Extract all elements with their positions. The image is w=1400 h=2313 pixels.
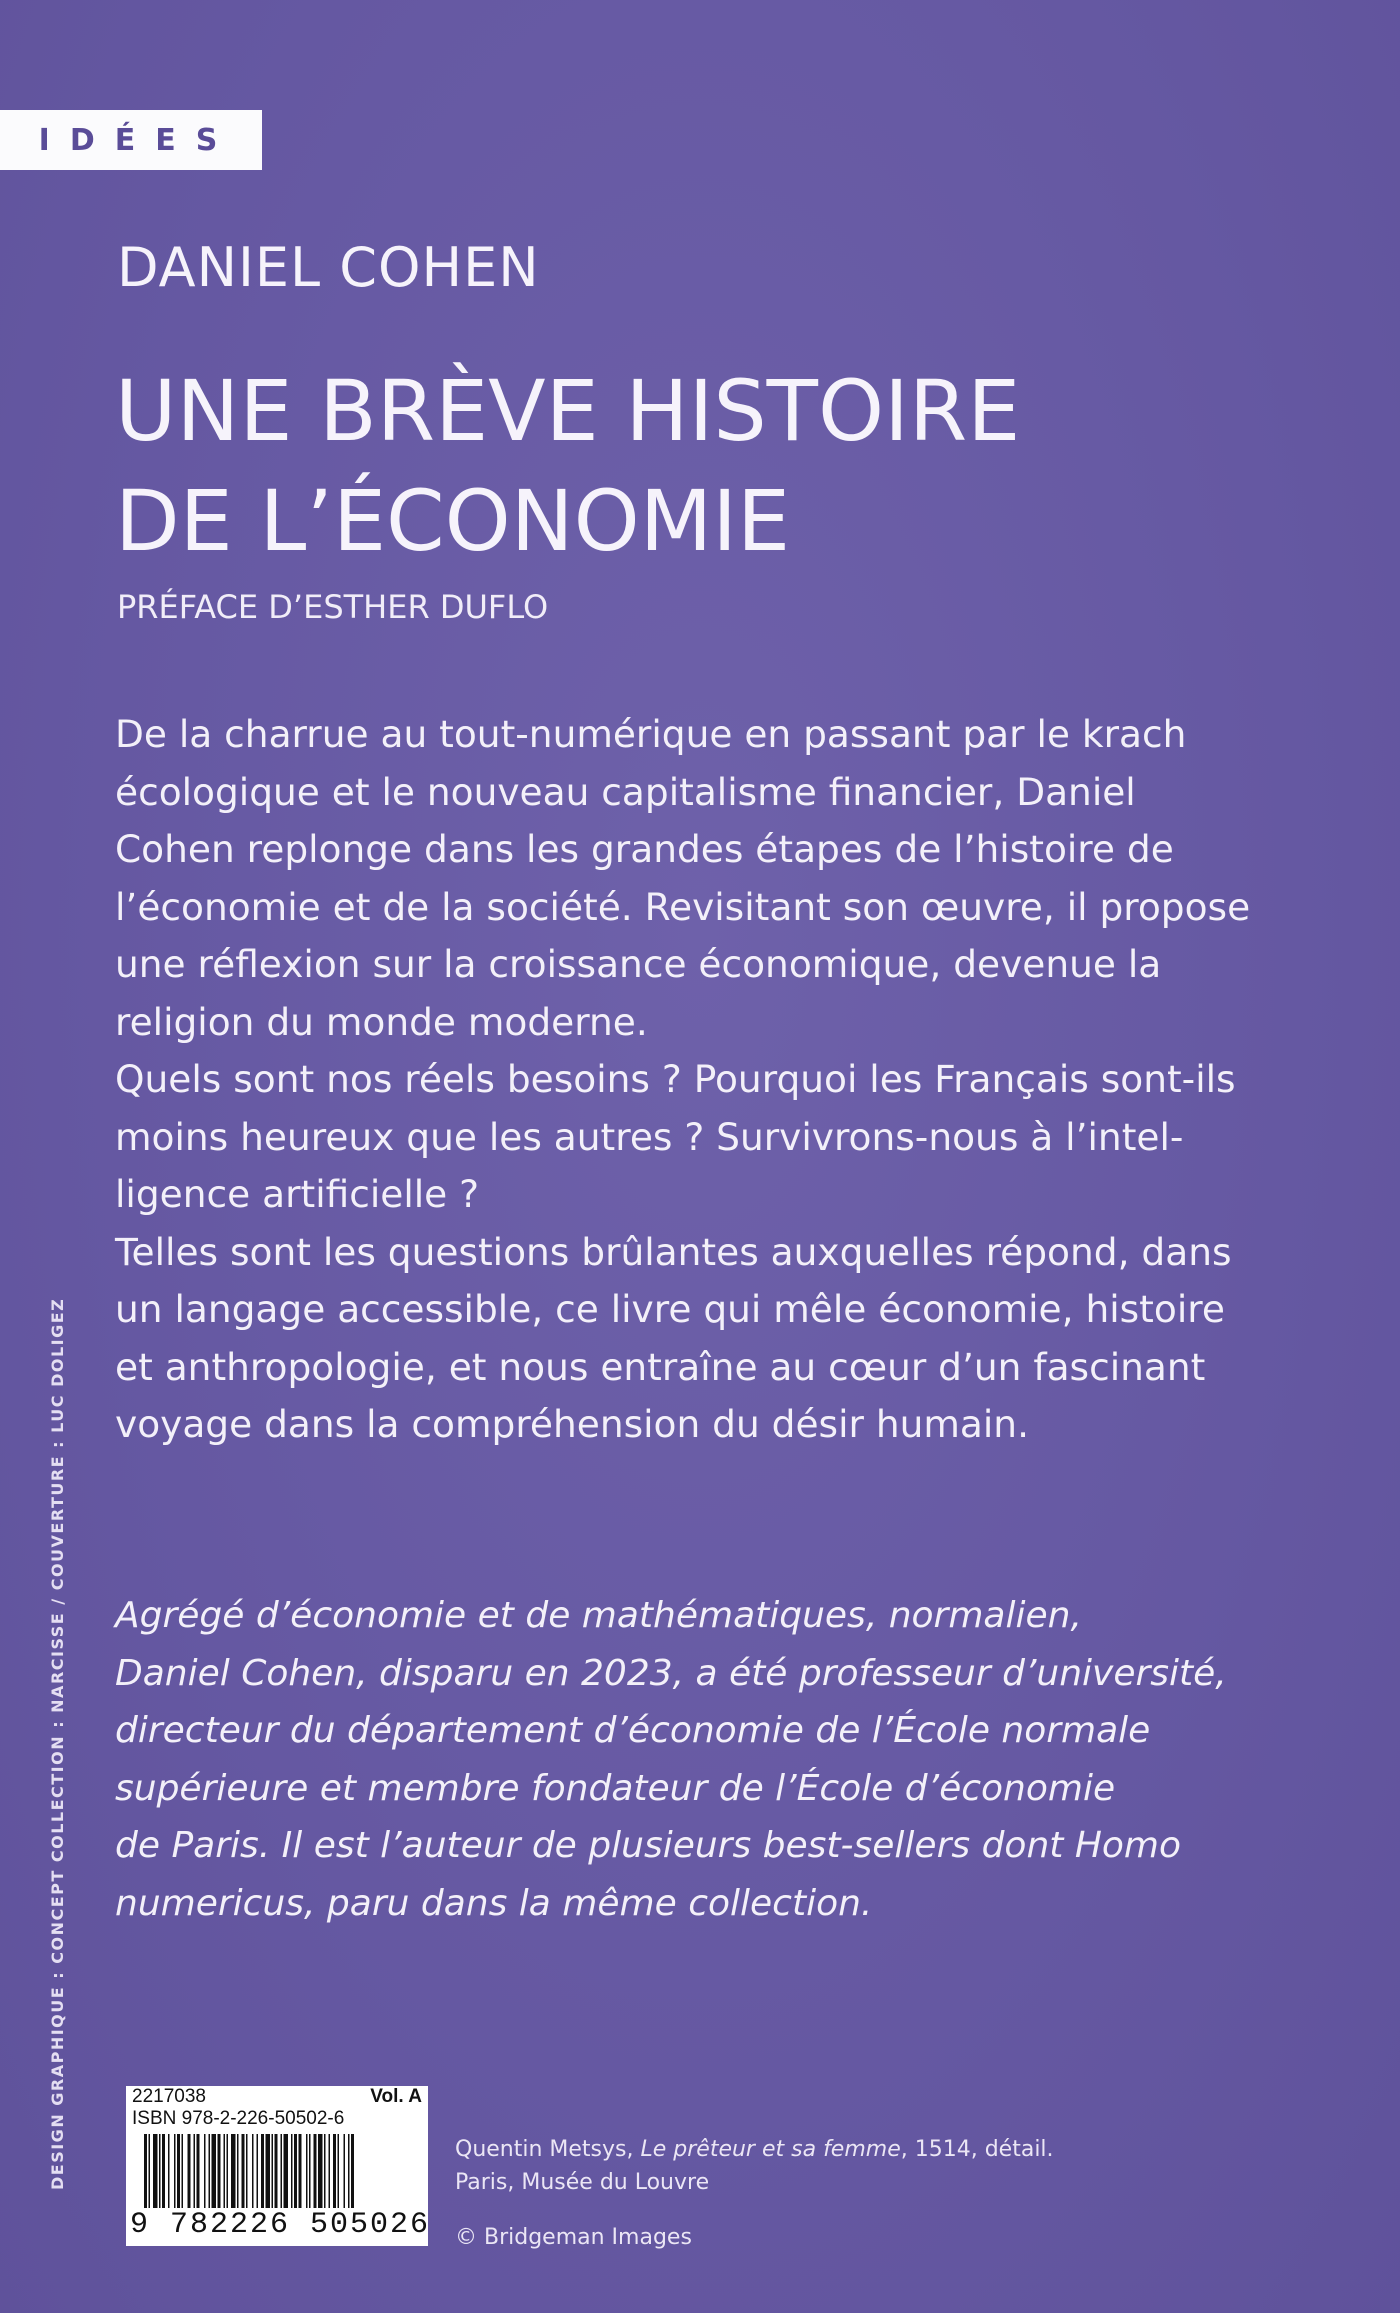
- blurb-line: ligence artificielle ?: [115, 1172, 480, 1216]
- book-blurb: [115, 706, 1295, 1454]
- credit-detail: , 1514, détail.: [900, 2137, 1054, 2162]
- blurb-line: et anthropologie, et nous entraîne au cœur d’un fascinant: [115, 1344, 1206, 1389]
- barcode-digits: 9 782226 505026: [130, 2208, 431, 2242]
- title-line: DE L’ÉCONOMIE: [115, 472, 791, 570]
- bio-line: Daniel Cohen, disparu en 2023, a été professeur d’université,: [115, 1652, 1227, 1694]
- blurb-line: une réflexion sur la croissance économique, devenue la: [115, 942, 1162, 986]
- bio-line: directeur du département d’économie de l’École normale: [115, 1710, 1151, 1751]
- credit-work-title: Le prêteur et sa femme: [640, 2137, 901, 2162]
- volume-label: Vol. A: [370, 2086, 422, 2107]
- isbn-number: ISBN 978-2-226-50502-6: [132, 2108, 345, 2129]
- blurb-line: écologique et le nouveau capitalisme financier, Daniel: [115, 769, 1136, 814]
- title-line: UNE BRÈVE HISTOIRE: [115, 362, 1021, 460]
- product-code: 2217038: [132, 2086, 206, 2107]
- design-credit: DESIGN GRAPHIQUE : CONCEPT COLLECTION : NARCISSE / COUVERTURE : LUC DOLIGEZ: [48, 1297, 67, 2190]
- credit-location: Paris, Musée du Louvre: [455, 2170, 710, 2195]
- credit-artist: Quentin Metsys,: [455, 2137, 641, 2162]
- bio-line: de Paris. Il est l’auteur de plusieurs best-sellers dont Homo: [115, 1825, 1182, 1866]
- bio-line: Agrégé d’économie et de mathématiques, normalien,: [115, 1595, 1082, 1636]
- image-credit: [455, 2133, 1054, 2254]
- credit-artwork-line: [455, 2133, 1054, 2166]
- blurb-line: religion du monde moderne.: [115, 999, 648, 1044]
- blurb-line: un langage accessible, ce livre qui mêle économie, histoire: [115, 1287, 1225, 1331]
- book-title: [115, 356, 1020, 576]
- blurb-line: Telles sont les questions brûlantes auxquelles répond, dans: [115, 1229, 1232, 1274]
- blurb-line: De la charrue au tout-numérique en passant par le krach: [115, 712, 1187, 756]
- bio-line: supérieure et membre fondateur de l’École d’économie: [115, 1767, 1116, 1809]
- blurb-line: Cohen replonge dans les grandes étapes de l’histoire de: [115, 827, 1174, 871]
- blurb-line: voyage dans la compréhension du désir humain.: [115, 1402, 1029, 1446]
- series-label: IDÉES: [0, 110, 262, 170]
- barcode-label: [126, 2086, 431, 2246]
- blurb-line: Quels sont nos réels besoins ? Pourquoi les Français sont-ils: [115, 1057, 1236, 1101]
- blurb-line: l’économie et de la société. Revisitant son œuvre, il propose: [115, 884, 1251, 929]
- author-bio: [115, 1587, 1295, 1932]
- preface-credit: PRÉFACE D’ESTHER DUFLO: [117, 588, 549, 626]
- author-name: DANIEL COHEN: [117, 236, 540, 299]
- barcode-icon: [144, 2134, 414, 2208]
- credit-copyright: © Bridgeman Images: [455, 2225, 692, 2250]
- blurb-line: moins heureux que les autres ? Survivrons-nous à l’intel-: [115, 1114, 1184, 1159]
- bio-line: numericus, paru dans la même collection.: [115, 1882, 873, 1924]
